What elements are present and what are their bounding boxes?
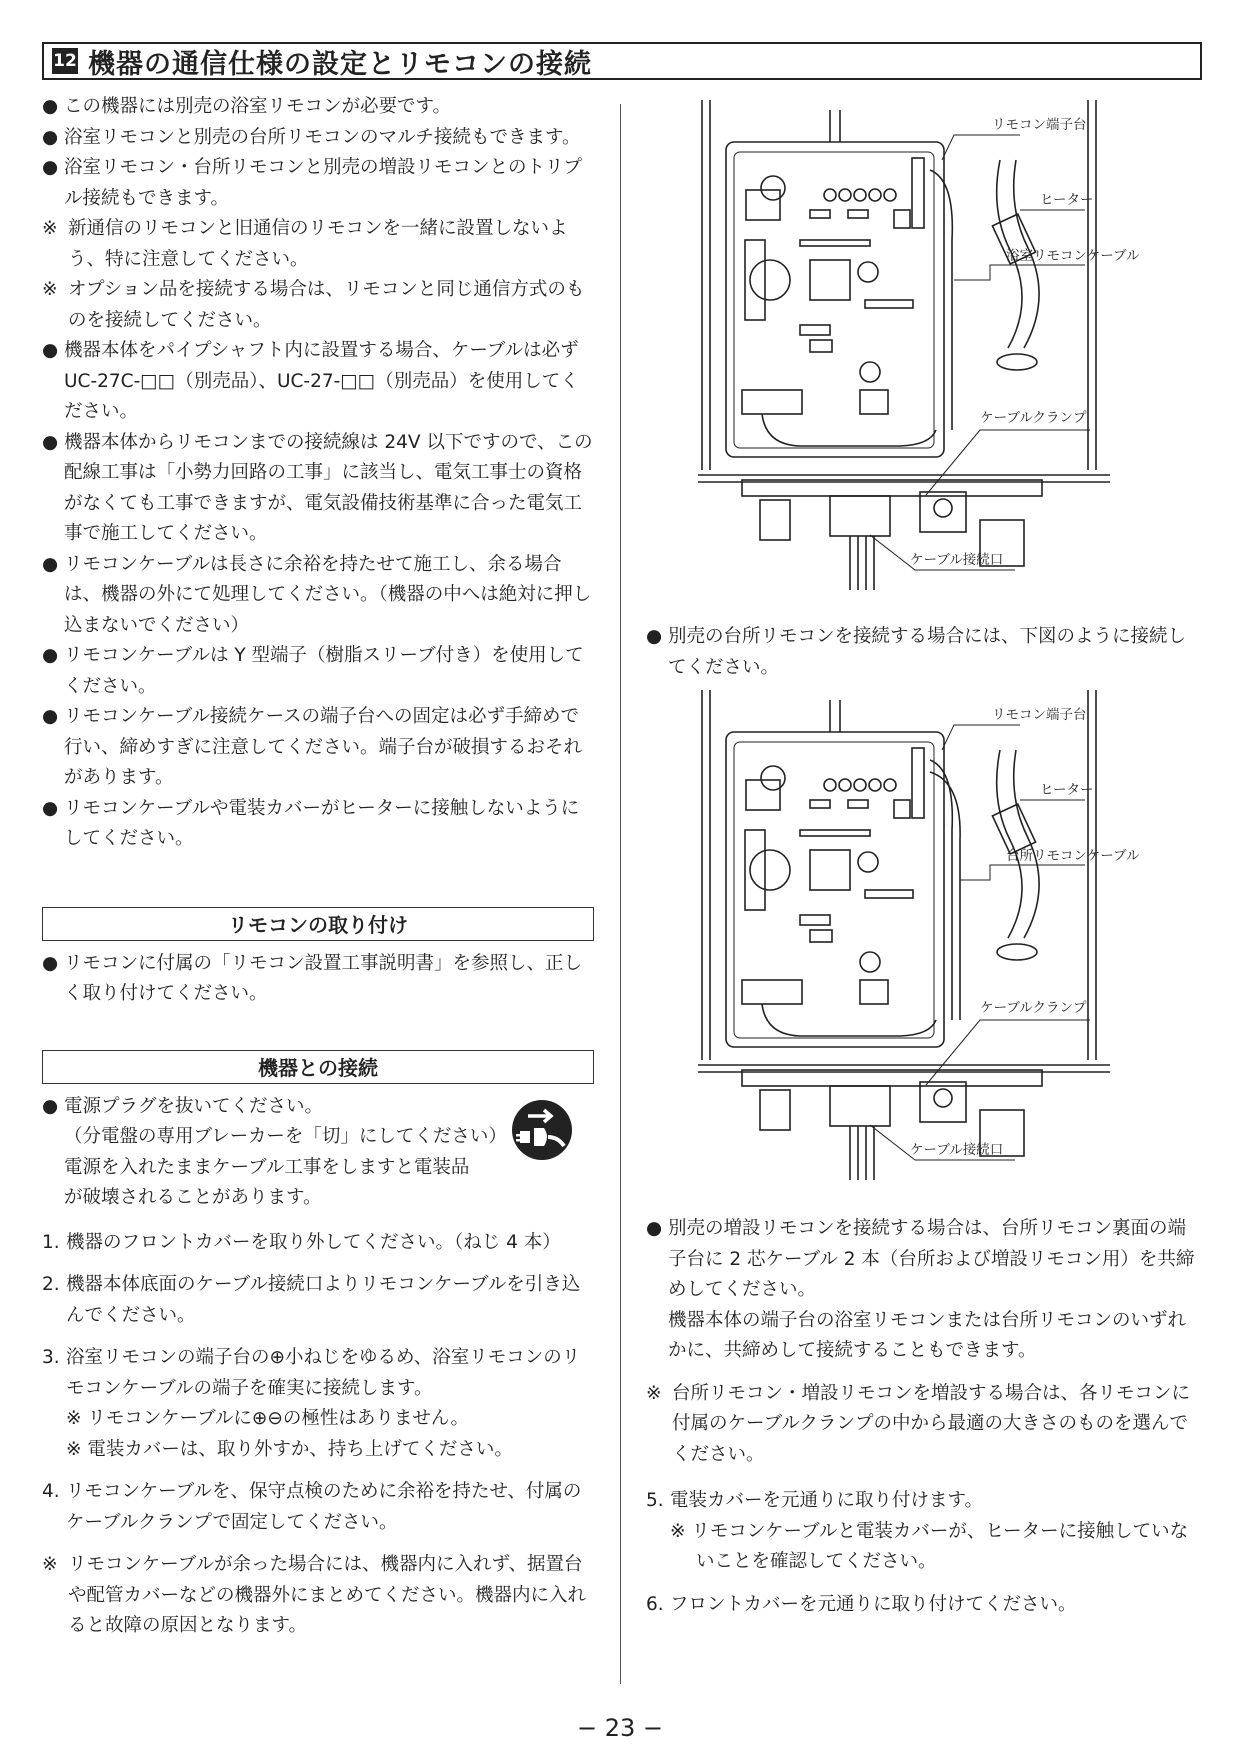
column-divider xyxy=(620,104,621,1684)
list-item xyxy=(42,794,594,855)
step-text: 機器のフロントカバーを取り外してください。（ねじ 4 本） xyxy=(66,1231,561,1253)
unplug-icon xyxy=(510,1098,574,1162)
list-item xyxy=(646,622,1202,683)
item-text: 浴室リモコンと別売の台所リモコンのマルチ接続もできます。 xyxy=(64,126,581,148)
bullet-mark: ● xyxy=(42,431,59,453)
step-5 xyxy=(646,1486,1202,1517)
cable-note xyxy=(42,1550,594,1642)
note-mark: ※ xyxy=(42,279,58,300)
list-item xyxy=(42,702,594,794)
item-text: 浴室リモコン・台所リモコンと別売の増設リモコンとのトリプル接続もできます。 xyxy=(64,157,583,209)
step-2 xyxy=(42,1270,594,1331)
label-cable-inlet: ケーブル接続口 xyxy=(910,1142,1004,1158)
device-connection-heading: 機器との接続 xyxy=(42,1050,594,1084)
step-number: 5. xyxy=(646,1490,664,1511)
item-text: 機器本体からリモコンまでの接続線は 24V 以下ですので、この配線工事は「小勢力回路の工事」に該当し、電気工事士の資格がなくても工事できますが、電気設備技術基準に合った電気工事で施工してください。 xyxy=(64,431,593,544)
step-text: リモコンケーブルを、保守点検のために余裕を持たせ、付属のケーブルクランプで固定してください。 xyxy=(66,1481,582,1533)
right-column-top xyxy=(646,622,1202,683)
bullet-mark: ● xyxy=(42,96,59,117)
label-cable-clamp: ケーブルクランプ xyxy=(980,1000,1087,1016)
item-text: 台所リモコン・増設リモコンを増設する場合は、各リモコンに付属のケーブルクランプの中から最適の大きさのものを選んでください。 xyxy=(672,1382,1191,1465)
step-number: 2. xyxy=(42,1274,60,1295)
step-note: ※ リモコンケーブルに⊕⊖の極性はありません。 xyxy=(66,1408,469,1429)
list-item xyxy=(42,336,594,428)
item-text: オプション品を接続する場合は、リモコンと同じ通信方式のものを接続してください。 xyxy=(68,279,585,331)
item-text: が破壊されることがあります。 xyxy=(64,1187,322,1208)
item-text: リモコンケーブル接続ケースの端子台への固定は必ず手締めで行い、締めすぎに注意してください。端子台が破損するおそれがあります。 xyxy=(64,706,583,788)
note-mark: ※ xyxy=(646,1382,662,1404)
page-number: − 23 − xyxy=(576,1714,663,1742)
item-text: リモコンに付属の「リモコン設置工事説明書」を参照し、正しく取り付けてください。 xyxy=(64,952,583,1004)
list-item xyxy=(646,1379,1202,1471)
item-text: リモコンケーブルは Y 型端子（樹脂スリーブ付き）を使用してください。 xyxy=(64,645,584,697)
bullet-mark: ● xyxy=(42,157,59,178)
item-text: 別売の増設リモコンを接続する場合は、台所リモコン裏面の端子台に 2 芯ケーブル 2 本（台所および増設リモコン用）を共締めしてください。 xyxy=(668,1218,1195,1300)
step-note: ※ 電装カバーは、取り外すか、持ち上げてください。 xyxy=(66,1438,513,1460)
bullet-mark: ● xyxy=(42,340,59,361)
list-item xyxy=(42,92,594,123)
item-text: この機器には別売の浴室リモコンが必要です。 xyxy=(64,96,452,117)
list-item xyxy=(42,641,594,702)
bullet-mark: ● xyxy=(42,706,59,727)
list-item xyxy=(42,275,594,336)
list-item xyxy=(42,550,594,642)
bullet-mark: ● xyxy=(646,626,663,647)
item-text: リモコンケーブルは長さに余裕を持たせて施工し、余る場合は、機器の外にて処理してください。（機器の中へは絶対に押し込まないでください） xyxy=(64,553,592,636)
label-heater: ヒーター xyxy=(1040,782,1094,798)
bath-remote-wiring-diagram xyxy=(690,100,1170,610)
bullet-mark: ● xyxy=(42,645,59,666)
item-text: リモコンケーブルが余った場合には、機器内に入れず、据置台や配管カバーなどの機器外にまとめてください。機器内に入れると故障の原因となります。 xyxy=(68,1554,587,1636)
step-number: 4. xyxy=(42,1481,60,1502)
step-number: 3. xyxy=(42,1347,60,1368)
step-text: 浴室リモコンの端子台の⊕小ねじをゆるめ、浴室リモコンのリモコンケーブルの端子を確実に接続します。 xyxy=(66,1347,581,1399)
label-cable-inlet: ケーブル接続口 xyxy=(910,552,1004,568)
list-item xyxy=(42,428,594,550)
bullet-mark: ● xyxy=(42,126,59,148)
list-item xyxy=(42,153,594,214)
list-item xyxy=(42,1092,494,1123)
step-number: 1. xyxy=(42,1231,60,1253)
bullet-mark: ● xyxy=(42,952,59,974)
step-number: 6. xyxy=(646,1593,664,1615)
step-4 xyxy=(42,1477,594,1538)
list-item xyxy=(42,949,594,1010)
intro-list xyxy=(42,92,594,855)
label-remote-terminal: リモコン端子台 xyxy=(992,117,1087,133)
step-1 xyxy=(42,1228,594,1259)
section-number: 12 xyxy=(52,48,78,74)
step-note: ※ リモコンケーブルと電装カバーが、ヒーターに接触していないことを確認してください。 xyxy=(670,1520,1189,1572)
bullet-mark: ● xyxy=(42,553,59,575)
bullet-mark: ● xyxy=(646,1218,663,1239)
bullet-mark: ● xyxy=(42,1095,59,1117)
label-kitchen-cable: 台所リモコンケーブル xyxy=(1006,848,1140,864)
label-bath-cable: 浴室リモコンケーブル xyxy=(1006,248,1140,264)
step-text: 電装カバーを元通りに取り付けます。 xyxy=(670,1490,984,1511)
item-text: 機器本体の端子台の浴室リモコンまたは台所リモコンのいずれかに、共締めして接続することもできます。 xyxy=(668,1309,1187,1361)
label-remote-terminal: リモコン端子台 xyxy=(992,707,1087,723)
left-column xyxy=(42,92,594,1642)
step-6 xyxy=(646,1590,1202,1621)
list-item xyxy=(42,214,594,275)
list-item xyxy=(42,123,594,154)
item-text: 新通信のリモコンと旧通信のリモコンを一緒に設置しないよう、特に注意してください。 xyxy=(68,218,568,270)
kitchen-remote-wiring-diagram xyxy=(690,690,1170,1200)
section-title: 機器の通信仕様の設定とリモコンの接続 xyxy=(88,48,592,80)
step-3 xyxy=(42,1343,594,1404)
bullet-mark: ● xyxy=(42,797,59,819)
item-text: 電源を入れたままケーブル工事をしますと電装品 xyxy=(64,1156,470,1178)
label-heater: ヒーター xyxy=(1040,192,1094,208)
step-text: 機器本体底面のケーブル接続口よりリモコンケーブルを引き込んでください。 xyxy=(66,1274,581,1326)
item-text: 別売の台所リモコンを接続する場合には、下図のように接続してください。 xyxy=(668,626,1187,678)
item-text: 機器本体をパイプシャフト内に設置する場合、ケーブルは必ず UC-27C-□□（別売品）、UC-27-□□（別売品）を使用してください。 xyxy=(64,340,579,422)
section-title-bar xyxy=(42,42,1202,80)
note-mark: ※ xyxy=(42,1554,58,1575)
label-cable-clamp: ケーブルクランプ xyxy=(980,410,1087,426)
remote-install-heading: リモコンの取り付け xyxy=(42,907,594,941)
list-item xyxy=(646,1214,1202,1306)
item-text: リモコンケーブルや電装カバーがヒーターに接触しないようにしてください。 xyxy=(64,797,580,849)
power-warning xyxy=(42,1092,594,1214)
step-text: フロントカバーを元通りに取り付けてください。 xyxy=(670,1593,1077,1615)
item-text: （分電盤の専用ブレーカーを「切」にしてください） xyxy=(64,1126,507,1147)
right-column-bottom xyxy=(646,1214,1202,1620)
item-text: 電源プラグを抜いてください。 xyxy=(64,1095,324,1117)
note-mark: ※ xyxy=(42,218,58,239)
